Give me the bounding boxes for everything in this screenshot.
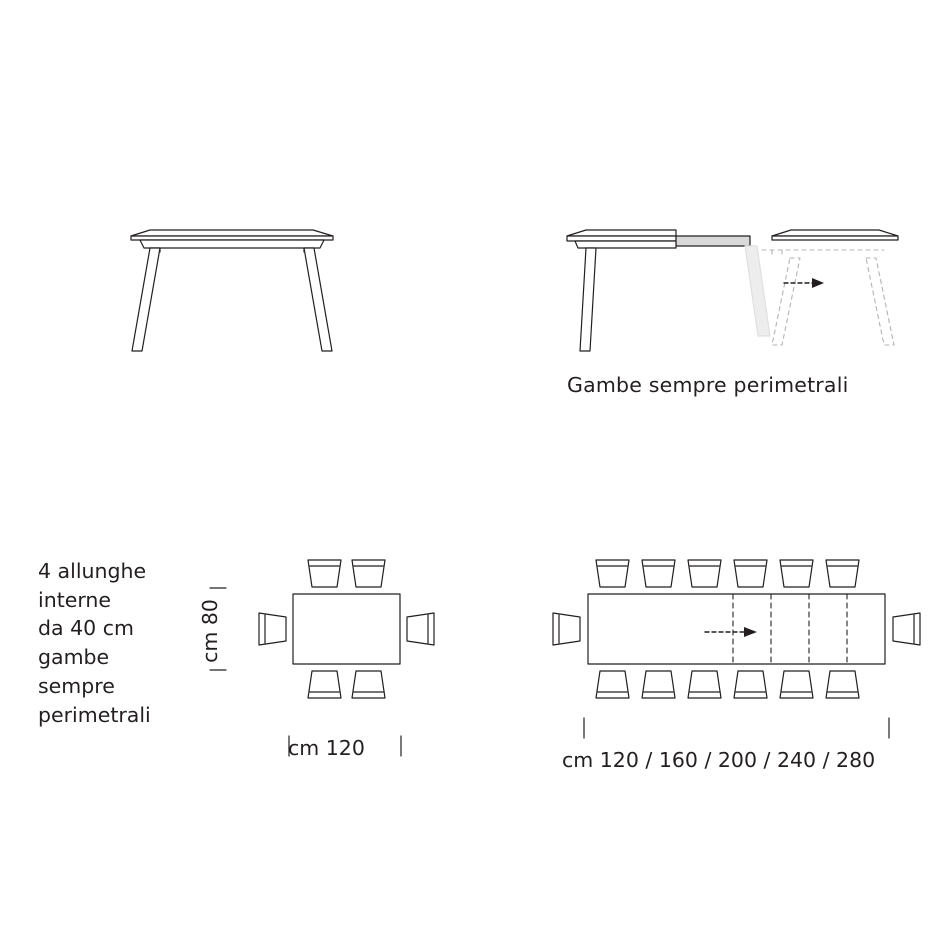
plan-small-depth-dimension [196, 586, 224, 676]
plan-small-group [210, 560, 434, 756]
plan-small-depth-label: cm 80 [198, 599, 222, 663]
extension-arrow-front [784, 278, 824, 288]
plan-small-width-label: cm 120 [288, 736, 365, 760]
plan-large-width-label: cm 120 / 160 / 200 / 240 / 280 [562, 748, 876, 772]
plan-large-group [553, 560, 920, 738]
legs-caption: Gambe sempre perimetrali [567, 373, 849, 397]
left-note [38, 557, 188, 729]
left-note-line-6: perimetrali [38, 702, 151, 727]
left-note-line-3: da 40 cm [38, 616, 134, 641]
left-note-line-1: 4 allunghe [38, 559, 147, 583]
table-extended-view-group [567, 230, 898, 351]
left-note-line-5: sempre [38, 673, 115, 698]
table-front-view-group [131, 230, 333, 351]
extended-ghost-outline [762, 250, 894, 345]
left-note-line-2: interne [38, 587, 112, 612]
left-note-line-4: gambe [38, 645, 110, 670]
